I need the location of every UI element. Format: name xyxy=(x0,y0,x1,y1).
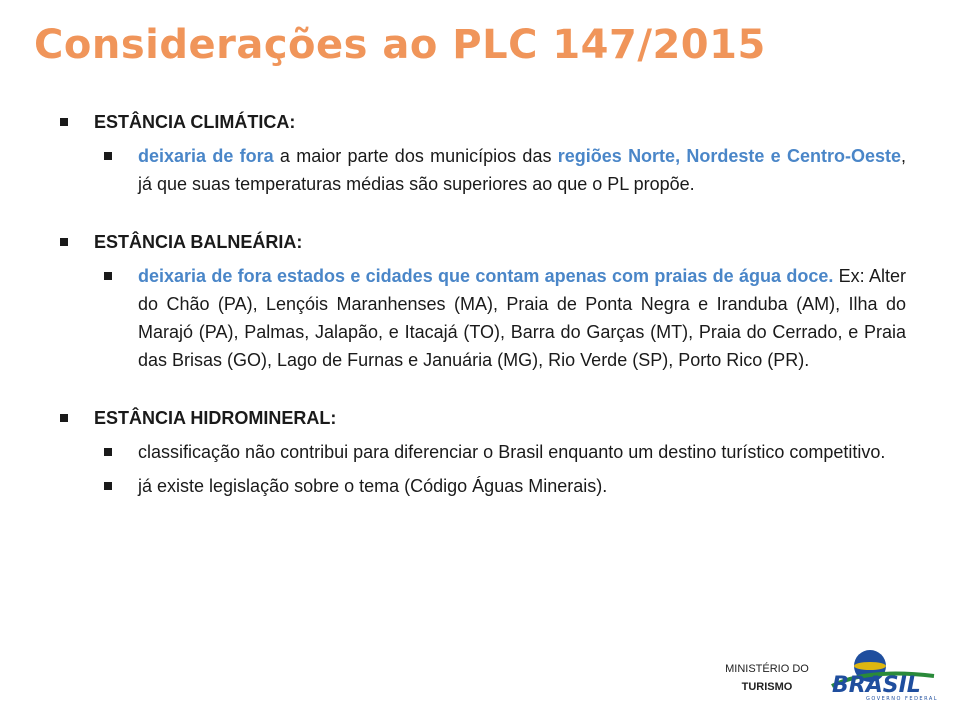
list-item-text xyxy=(138,262,906,374)
list-item xyxy=(104,438,906,466)
body-text: , já que suas temperaturas médias são superiores ao que o PL propõe. xyxy=(138,146,906,194)
section-1 xyxy=(60,108,906,198)
section-3 xyxy=(60,404,906,500)
list-item xyxy=(104,142,906,198)
square-bullet-icon xyxy=(104,448,112,456)
body-text: classificação não contribui para diferenciar o Brasil enquanto um destino turístico competitivo. xyxy=(138,442,886,462)
section-heading xyxy=(60,404,906,432)
square-bullet-icon xyxy=(104,482,112,490)
list-item-text xyxy=(138,142,906,198)
list-item xyxy=(104,472,906,500)
list-item-text xyxy=(138,438,906,466)
section-heading-text: ESTÂNCIA HIDROMINERAL: xyxy=(94,408,337,428)
highlighted-text: deixaria de fora xyxy=(138,146,274,166)
ministry-line-1: MINISTÉRIO DO xyxy=(725,663,809,675)
slide-title: Considerações ao PLC 147/2015 xyxy=(34,22,766,68)
highlighted-text: deixaria de fora estados e cidades que contam apenas com praias de água doce. xyxy=(138,266,834,286)
square-bullet-icon xyxy=(60,414,68,422)
section-heading xyxy=(60,108,906,136)
list-item-text xyxy=(138,472,906,500)
slide-content xyxy=(60,108,906,530)
ministry-line-2: TURISMO xyxy=(741,681,793,693)
brasil-logo xyxy=(826,646,940,702)
section-heading-text: ESTÂNCIA CLIMÁTICA: xyxy=(94,112,296,132)
square-bullet-icon xyxy=(60,118,68,126)
ministry-label xyxy=(712,660,822,696)
body-text: a maior parte dos municípios das xyxy=(273,146,558,166)
square-bullet-icon xyxy=(104,152,112,160)
list-item xyxy=(104,262,906,374)
section-heading xyxy=(60,228,906,256)
logo-globe-band xyxy=(854,662,886,670)
logo-wordmark: BRASIL xyxy=(832,673,921,698)
body-text: já existe legislação sobre o tema (Código Águas Minerais). xyxy=(138,476,608,496)
logo-subtext: GOVERNO FEDERAL xyxy=(866,696,939,702)
highlighted-text: regiões Norte, Nordeste e Centro-Oeste xyxy=(557,146,901,166)
square-bullet-icon xyxy=(60,238,68,246)
body-text: Ex: Alter do Chão (PA), Lençóis Maranhenses (MA), Praia de Ponta Negra e Iranduba (AM), Ilha do Marajó (PA), Palmas, Jalapão, e Itacajá (TO), Barra do Garças (MT), Praia do Cerrado, e Praia das Brisas (GO), Lago de Furnas e Januária (MG), Rio Verde (SP), Porto Rico (PR). xyxy=(138,266,906,370)
square-bullet-icon xyxy=(104,272,112,280)
section-2 xyxy=(60,228,906,374)
section-heading-text: ESTÂNCIA BALNEÁRIA: xyxy=(94,232,303,252)
